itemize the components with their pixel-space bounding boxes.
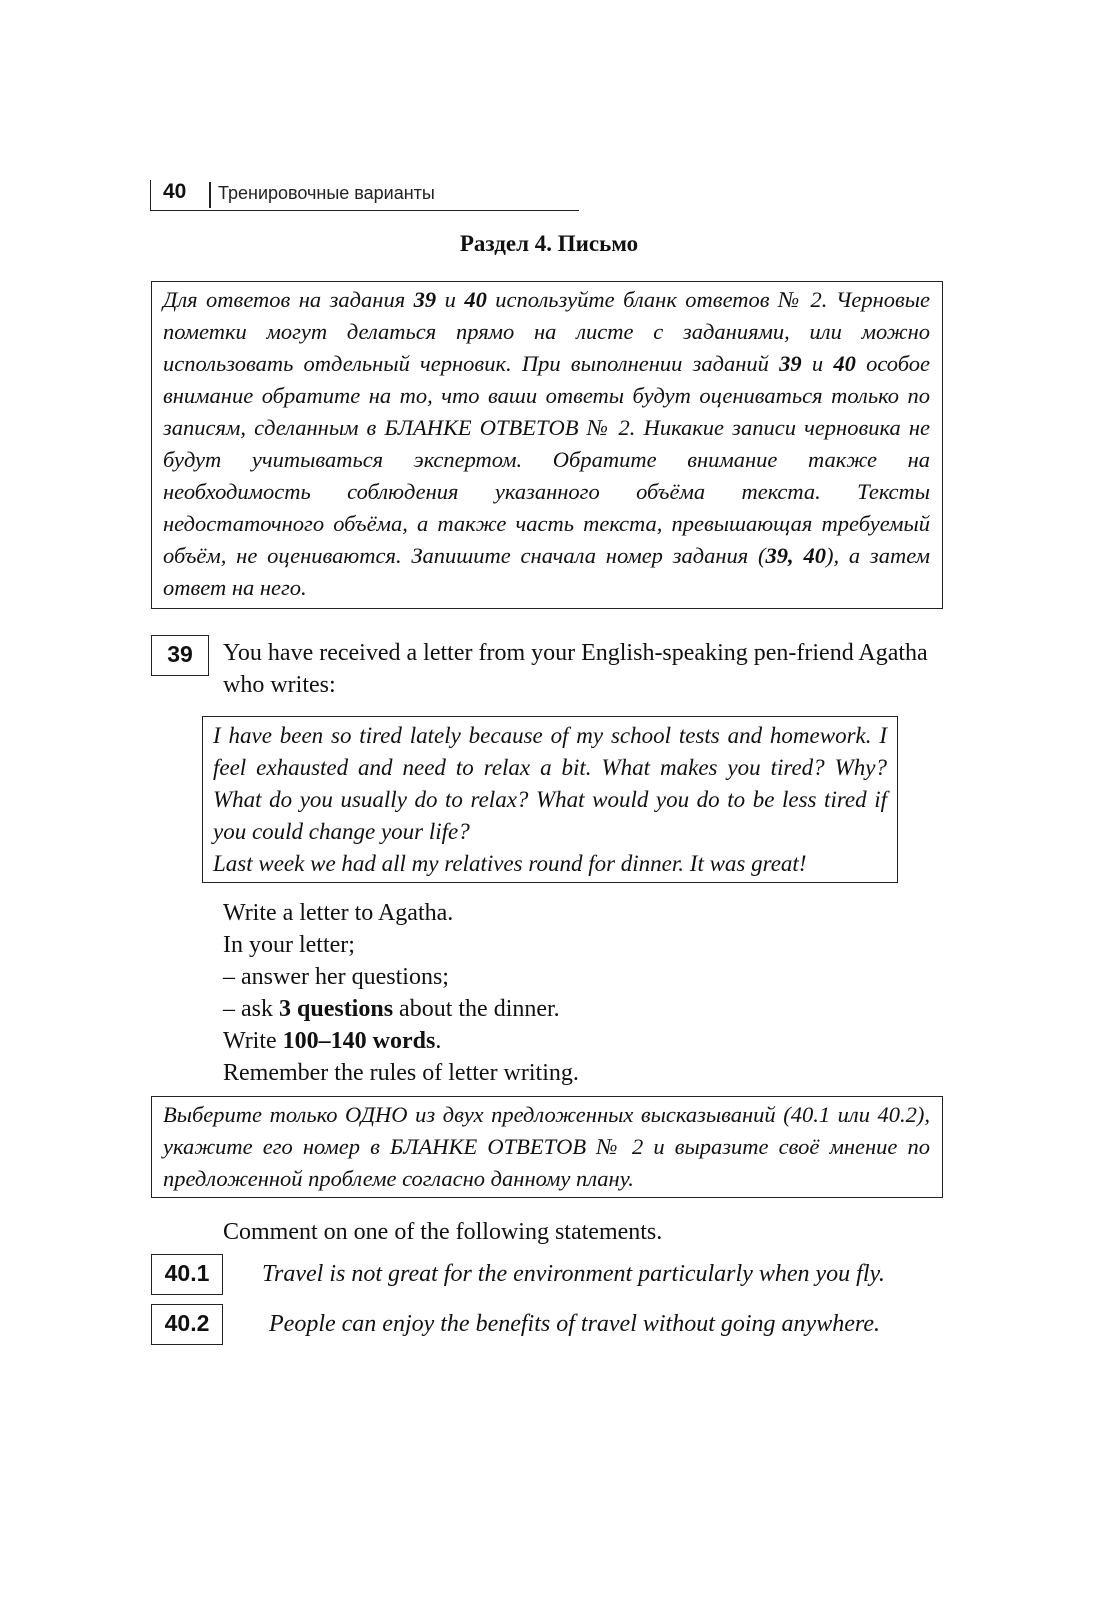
- task-line: – answer her questions;: [223, 964, 449, 990]
- instructions-task-40: 40: [833, 351, 856, 376]
- task-line: Remember the rules of letter writing.: [223, 1060, 579, 1086]
- writing-task: [223, 897, 579, 1089]
- running-title: Тренировочные варианты: [218, 183, 435, 203]
- task-line: [223, 1025, 579, 1057]
- header-separator: [209, 182, 211, 208]
- statement-40-2-number: 40.2: [151, 1304, 223, 1345]
- letter-excerpt: [202, 716, 898, 883]
- instructions-text: особое внимание обратите на то, что ваши ответы будут оцениваться только по записям, сделанным в БЛАНКЕ ОТВЕТОВ № 2. Никакие записи черновика не будут учитываться экспертом. Обратите внимание также на необходимость соблюдения указанного объёма текста. Тексты недостаточного объёма, а также часть текста, превышающая требуемый объём, не оцениваются. Запишите сначала номер задания (: [163, 351, 931, 568]
- task-line-bold: 100–140 words: [282, 1028, 436, 1054]
- task-line-bold: 3 questions: [279, 996, 394, 1022]
- task-40-instructions: Выберите только ОДНО из двух предложенных высказываний (40.1 или 40.2), укажите его номер в БЛАНКЕ ОТВЕТОВ № 2 и выразите своё мнение по предложенной проблеме согласно данному плану.: [151, 1096, 943, 1198]
- instructions-text: Для ответов на задания: [163, 287, 414, 312]
- task-line: Write a letter to Agatha.: [223, 900, 454, 926]
- statement-40-1-text: Travel is not great for the environment particularly when you fly.: [262, 1261, 885, 1287]
- letter-text: I have been so tired lately because of my school tests and homework. I feel exhausted and need to relax a bit. What makes you tired? Why? What do you usually do to relax? What would you do to be less tired if you could change your life?: [213, 723, 887, 844]
- instructions-text: ), а затем ответ на него.: [163, 543, 930, 600]
- section-title: Раздел 4. Письмо: [459, 231, 639, 256]
- task-39-intro: You have received a letter from your English-speaking pen-friend Agatha who writes:: [223, 640, 928, 698]
- task-line-text: about the dinner.: [393, 996, 560, 1022]
- instructions-task-numbers: 39, 40: [765, 543, 826, 568]
- instructions-text: и: [801, 351, 834, 376]
- letter-text-last: Last week we had all my relatives round for dinner. It was great!: [213, 851, 807, 876]
- task-line-text: Write: [223, 1028, 283, 1054]
- instructions-box: [151, 281, 943, 609]
- instructions-task-39: 39: [779, 351, 802, 376]
- comment-prompt: Comment on one of the following statements.: [223, 1219, 663, 1245]
- task-line: [223, 993, 579, 1025]
- statement-40-2-text: People can enjoy the benefits of travel without going anywhere.: [269, 1311, 880, 1337]
- instructions-text: используйте бланк ответов № 2. Черновые пометки могут делаться прямо на листе с заданиями, или можно использовать отдельный черновик. При выполнении заданий: [163, 287, 931, 376]
- instructions-task-40: 40: [464, 287, 487, 312]
- task-line-text: .: [435, 1028, 442, 1054]
- instructions-text: и: [436, 287, 465, 312]
- instructions-task-39: 39: [413, 287, 437, 312]
- task-39-number: 39: [151, 635, 209, 676]
- task-line-text: – ask: [223, 996, 279, 1022]
- task-line: In your letter;: [223, 932, 355, 958]
- page-number: 40: [163, 180, 187, 203]
- running-head: [150, 180, 579, 211]
- statement-40-1-number: 40.1: [151, 1254, 223, 1295]
